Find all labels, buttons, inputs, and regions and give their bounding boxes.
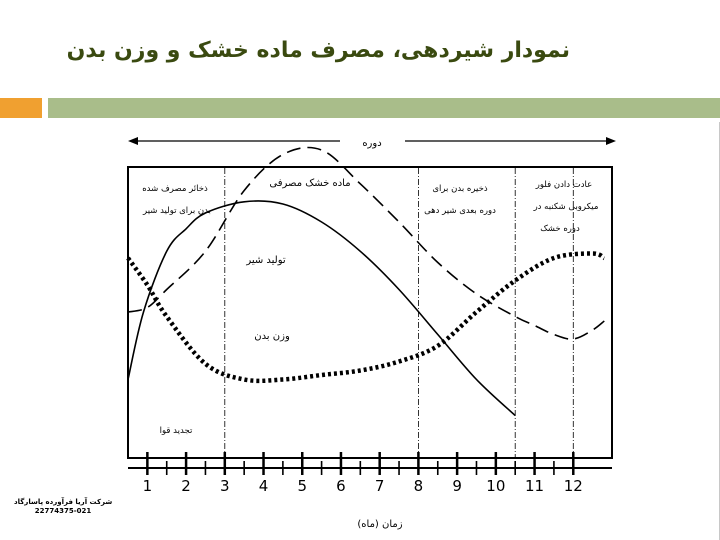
phase1-bottom-note: تجدید قوا [159, 426, 193, 436]
phase3-note-line1: عادت دادن فلور [535, 180, 593, 190]
x-tick-label: 4 [258, 477, 269, 495]
company-name: شرکت آریا فرآورده پاسارگاد [14, 498, 113, 506]
x-tick-label: 10 [486, 477, 506, 495]
dry-matter-intake-curve [128, 147, 604, 339]
phase3-note-line2: میکروبی شکنبه در [533, 202, 599, 212]
x-tick-label: 8 [413, 477, 424, 495]
dry-matter-label: ماده خشک مصرفی [269, 178, 351, 189]
phase2-note-line1: ذخیره بدن برای [432, 184, 488, 194]
x-tick-label: 1 [142, 477, 153, 495]
phase2-note-line2: دوره بعدی شیر دهی [424, 206, 496, 216]
x-tick-label: 12 [563, 477, 583, 495]
x-tick-label: 11 [525, 477, 545, 495]
company-footer [14, 498, 112, 516]
company-phone: 22774375-021 [34, 507, 92, 515]
x-tick-label: 6 [336, 477, 346, 495]
phase1-note-line2: بدن برای تولید شیر [143, 206, 211, 216]
x-tick-label: 2 [181, 477, 191, 495]
x-tick-label: 9 [452, 477, 462, 495]
phase-boundaries [225, 168, 573, 457]
milk-label: تولید شیر [246, 255, 286, 266]
period-arrow [128, 137, 616, 149]
x-axis-label: زمان (ماه) [357, 519, 403, 530]
x-tick-label: 5 [297, 477, 308, 495]
x-tick-label: 3 [220, 477, 230, 495]
milk-production-curve [128, 201, 515, 416]
body-weight-label: وزن بدن [254, 331, 290, 342]
x-tick-label: 7 [374, 477, 385, 495]
body-weight-curve [128, 254, 604, 381]
phase3-note-line3: دوره خشک [540, 224, 580, 234]
slide-title: نمودار شیردهی، مصرف ماده خشک و وزن بدن [66, 38, 570, 63]
period-label: دوره [362, 138, 382, 149]
phase1-note-line1: ذخائر مصرف شده [142, 184, 208, 194]
